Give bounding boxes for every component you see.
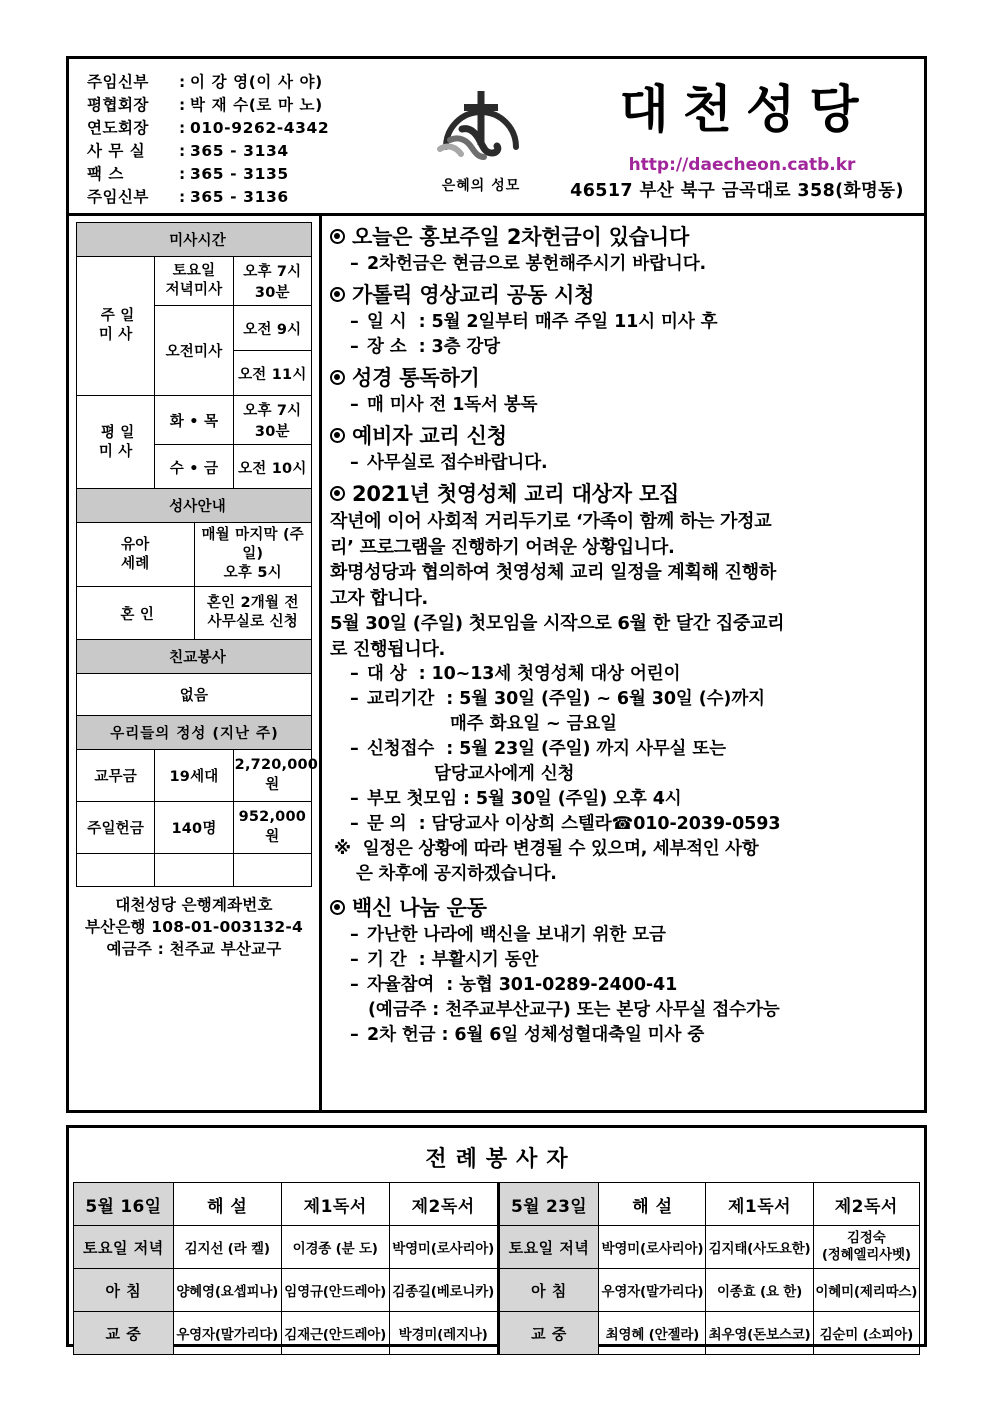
dash-marker: – xyxy=(350,254,359,274)
saturday-evening-time: 오후 7시 30분 xyxy=(233,257,311,306)
server-name: 이경종 (분 도) xyxy=(281,1226,389,1269)
contact-row xyxy=(87,117,407,140)
church-name-title: 대천성당 xyxy=(619,81,873,140)
announcement-title: 예비자 교리 신청 xyxy=(352,424,507,448)
announcement-line-text: 매주 화요일 ~ 금요일 xyxy=(450,714,617,734)
left-col-header-reading2: 제2독서 xyxy=(389,1183,498,1226)
announcement-line-text: 2차헌금은 현금으로 봉헌해주시기 바랍니다. xyxy=(367,254,707,274)
infant-baptism-value: 매월 마지막 (주일) 오후 5시 xyxy=(194,523,312,587)
table-row xyxy=(74,1226,920,1269)
table-row xyxy=(74,1269,920,1312)
announcements-area xyxy=(322,216,924,1110)
announcement-line-text: : 5월 23일 (주일) 까지 사무실 또는 xyxy=(446,739,726,759)
server-name: 박영미(로사리아) xyxy=(599,1226,706,1269)
announcement-line-key: 교리기간 xyxy=(367,689,435,709)
announcement-line-text: : 부활시기 동안 xyxy=(418,950,539,970)
announcement-line-text: 매 미사 전 1독서 봉독 xyxy=(367,395,538,415)
announcement-line xyxy=(330,737,914,762)
sunday-mass-label: 주 일 미 사 xyxy=(77,257,155,396)
announcement-title-row xyxy=(330,479,914,509)
announcement-title-row xyxy=(330,893,914,923)
madonna-of-grace-logo-icon xyxy=(426,77,536,169)
contact-block xyxy=(87,71,407,209)
marriage-label: 혼 인 xyxy=(77,587,195,640)
server-name: 박경미(레지나) xyxy=(389,1312,498,1355)
tue-thu-time: 오후 7시 30분 xyxy=(233,396,311,445)
right-col-header-commentator: 해 설 xyxy=(599,1183,706,1226)
offering-name: 주일헌금 xyxy=(77,802,155,854)
table-row xyxy=(74,1312,920,1355)
server-name: 김순미 (소피아) xyxy=(813,1312,919,1355)
server-name xyxy=(813,1226,919,1269)
contact-row xyxy=(87,163,407,186)
announcement-line-text: : 10~13세 첫영성체 대상 어린이 xyxy=(418,664,681,684)
server-name: 최우영(돈보스코) xyxy=(706,1312,813,1355)
announcement-title: 백신 나눔 운동 xyxy=(352,896,487,920)
announcement-line-text: 사무실로 접수바랍니다. xyxy=(367,453,548,473)
announcement-title: 2021년 첫영성체 교리 대상자 모집 xyxy=(352,482,680,506)
bulletin-header xyxy=(69,59,924,216)
church-address: 46517 부산 북구 금곡대로 358(화명동) xyxy=(570,181,904,201)
announcement-item xyxy=(330,222,914,277)
bank-number: 부산은행 108-01-003132-4 xyxy=(84,918,303,937)
dash-marker: – xyxy=(350,789,359,809)
contact-colon: : xyxy=(179,142,186,160)
mass-schedule-header: 미사시간 xyxy=(77,223,312,257)
tue-thu-label: 화 • 목 xyxy=(155,396,233,445)
announcement-line-text: 2차 헌금 : 6월 6일 성체성혈대축일 미사 중 xyxy=(367,1025,705,1045)
contact-row xyxy=(87,71,407,94)
announcement-line xyxy=(330,451,914,476)
announcement-line xyxy=(330,687,914,712)
dash-marker: – xyxy=(350,814,359,834)
left-row-label: 아 침 xyxy=(74,1269,174,1312)
dash-marker: – xyxy=(350,689,359,709)
contact-label: 주임신부 xyxy=(87,188,149,206)
announcement-line-key: 기 간 xyxy=(367,950,407,970)
announcement-item xyxy=(330,280,914,360)
announcement-line xyxy=(330,812,914,837)
announcement-note xyxy=(330,837,914,862)
contact-label: 평협회장 xyxy=(87,96,149,114)
announcement-line xyxy=(330,310,914,335)
announcement-line-key: 신청접수 xyxy=(367,739,435,759)
mass-schedule-table xyxy=(76,222,312,490)
server-name: 최영혜 (안젤라) xyxy=(599,1312,706,1355)
announcement-line-key: 대 상 xyxy=(367,664,407,684)
announcement-title-row xyxy=(330,421,914,451)
bank-account-block xyxy=(76,887,312,960)
announcement-note-text: 은 차후에 공지하겠습니다. xyxy=(356,864,557,884)
dash-marker: – xyxy=(350,395,359,415)
announcement-paragraph: 로 진행됩니다. xyxy=(330,638,446,660)
left-row-label: 교 중 xyxy=(74,1312,174,1355)
announcement-line xyxy=(330,973,914,998)
announcement-title: 성경 통독하기 xyxy=(352,366,480,390)
fellowship-value: 없음 xyxy=(77,673,312,716)
contact-value: 365 - 3136 xyxy=(190,188,289,206)
announcement-item xyxy=(330,421,914,476)
announcement-line-key: 일 시 xyxy=(367,312,407,332)
asterisk-marker: ※ xyxy=(334,839,351,859)
announcement-line xyxy=(330,787,914,812)
table-header-row xyxy=(74,1183,920,1226)
dash-marker: – xyxy=(350,312,359,332)
contact-value: 박 재 수(로 마 노) xyxy=(190,96,323,114)
server-name: 박영미(로사리아) xyxy=(389,1226,498,1269)
weekday-mass-label: 평 일 미 사 xyxy=(77,396,155,490)
contact-colon: : xyxy=(179,119,186,137)
announcement-paragraph: 화명성당과 협의하여 첫영성체 교리 일정을 계획해 진행하 xyxy=(330,562,776,583)
offering-amount: 952,000원 xyxy=(233,802,311,854)
announcement-title-row xyxy=(330,222,914,252)
announcement-paragraph: 고자 합니다. xyxy=(330,587,428,609)
logo-caption: 은혜의 성모 xyxy=(441,178,521,194)
announcement-line-text: 가난한 나라에 백신을 보내기 위한 모금 xyxy=(367,925,666,945)
announcement-line xyxy=(330,948,914,973)
announcement-line-text: : 농협 301-0289-2400-41 xyxy=(446,975,678,995)
right-date-header: 5월 23일 xyxy=(498,1183,599,1226)
server-name: 우영자(말가리다) xyxy=(173,1312,281,1355)
bank-title: 대천성당 은행계좌번호 xyxy=(115,896,273,915)
offering-name: 교무금 xyxy=(77,750,155,802)
announcement-line-key: 문 의 xyxy=(367,814,407,834)
wed-fri-label: 수 • 금 xyxy=(155,445,233,490)
sacrament-header: 성사안내 xyxy=(77,489,312,523)
morning-mass-time-1: 오전 9시 xyxy=(233,306,311,351)
dash-marker: – xyxy=(350,453,359,473)
announcement-line xyxy=(330,762,914,787)
announcement-line-text: : 5월 30일 (주일) ~ 6월 30일 (수)까지 xyxy=(446,689,765,709)
offering-count: 19세대 xyxy=(155,750,233,802)
sidebar xyxy=(69,216,322,1110)
announcement-item xyxy=(330,479,914,887)
announcement-line xyxy=(330,662,914,687)
server-name: 김종길(베로니카) xyxy=(389,1269,498,1312)
right-col-header-reading1: 제1독서 xyxy=(706,1183,813,1226)
dash-marker: – xyxy=(350,925,359,945)
bullet-ring-icon xyxy=(330,287,345,302)
liturgical-servers-box xyxy=(66,1125,927,1347)
morning-mass-time-2: 오전 11시 xyxy=(233,351,311,396)
offering-table xyxy=(76,715,319,887)
right-row-label: 교 중 xyxy=(498,1312,599,1355)
offering-count: 140명 xyxy=(155,802,233,854)
server-name: 양혜영(요셉피나) xyxy=(173,1269,281,1312)
dash-marker: – xyxy=(350,975,359,995)
bulletin-body xyxy=(69,216,924,1110)
dash-marker: – xyxy=(350,739,359,759)
server-name: 이혜미(제리따스) xyxy=(813,1269,919,1312)
bank-holder: 예금주 : 천주교 부산교구 xyxy=(106,940,282,959)
announcement-line-text: 부모 첫모임 : 5월 30일 (주일) 오후 4시 xyxy=(367,789,682,809)
contact-value: 365 - 3135 xyxy=(190,165,289,183)
contact-label: 팩 스 xyxy=(87,165,124,183)
contact-label: 주임신부 xyxy=(87,73,149,91)
announcement-item xyxy=(330,893,914,1048)
left-row-label: 토요일 저녁 xyxy=(74,1226,174,1269)
announcement-note-text: 일정은 상황에 따라 변경될 수 있으며, 세부적인 사항 xyxy=(362,839,759,859)
wed-fri-time: 오전 10시 xyxy=(233,445,311,490)
announcement-title-row xyxy=(330,280,914,310)
right-col-header-reading2: 제2독서 xyxy=(813,1183,919,1226)
offering-name xyxy=(77,854,155,887)
bullet-ring-icon xyxy=(330,486,345,501)
bullet-ring-icon xyxy=(330,229,345,244)
contact-value: 010-9262-4342 xyxy=(190,119,330,137)
server-name: 이종효 (요 한) xyxy=(706,1269,813,1312)
announcement-line-key: 자율참여 xyxy=(367,975,435,995)
server-name-line1: 김정숙 xyxy=(847,1230,886,1246)
announcement-paragraph: 5월 30일 (주일) 첫모임을 시작으로 6월 한 달간 집중교리 xyxy=(330,613,785,634)
contact-row xyxy=(87,94,407,117)
morning-mass-label: 오전미사 xyxy=(155,306,233,396)
main-bulletin-box xyxy=(66,56,927,1113)
announcement-line xyxy=(330,393,914,418)
right-row-label: 토요일 저녁 xyxy=(498,1226,599,1269)
dash-marker: – xyxy=(350,1025,359,1045)
fellowship-header: 친교봉사 xyxy=(77,639,312,673)
dash-marker: – xyxy=(350,337,359,357)
announcement-paragraph: 작년에 이어 사회적 거리두기로 ‘가족이 함께 하는 가정교 xyxy=(330,511,772,532)
announcement-title-row xyxy=(330,363,914,393)
liturgical-servers-table xyxy=(73,1182,920,1355)
server-name: 김지선 (라 켈) xyxy=(173,1226,281,1269)
contact-label: 연도회장 xyxy=(87,119,149,137)
announcement-note xyxy=(330,862,914,887)
sacrament-table xyxy=(76,488,312,640)
announcement-line-text: : 5월 2일부터 매주 주일 11시 미사 후 xyxy=(418,312,718,332)
announcement-line xyxy=(330,712,914,737)
announcement-line xyxy=(330,1023,914,1048)
left-col-header-reading1: 제1독서 xyxy=(281,1183,389,1226)
bullet-ring-icon xyxy=(330,428,345,443)
announcement-line-text: : 담당교사 이상희 스텔라☎010-2039-0593 xyxy=(418,814,781,834)
announcement-item xyxy=(330,363,914,418)
server-name: 임영규(안드레아) xyxy=(281,1269,389,1312)
marriage-value: 혼인 2개월 전 사무실로 신청 xyxy=(194,587,312,640)
church-logo xyxy=(417,77,545,195)
contact-colon: : xyxy=(179,188,186,206)
announcement-line-key: 장 소 xyxy=(367,337,407,357)
announcement-paragraph: 리’ 프로그램을 진행하기 어려운 상황입니다. xyxy=(330,536,675,558)
right-row-label: 아 침 xyxy=(498,1269,599,1312)
contact-row xyxy=(87,140,407,163)
servers-table-title: 전례봉사자 xyxy=(425,1147,577,1172)
announcement-line xyxy=(330,923,914,948)
contact-value: 365 - 3134 xyxy=(190,142,289,160)
announcement-title: 오늘은 홍보주일 2차헌금이 있습니다 xyxy=(352,225,690,249)
announcement-line xyxy=(330,998,914,1023)
server-name: 우영자(말가리다) xyxy=(599,1269,706,1312)
contact-label: 사 무 실 xyxy=(87,142,146,160)
left-date-header: 5월 16일 xyxy=(74,1183,174,1226)
offering-amount: 2,720,000원 xyxy=(233,750,311,802)
infant-baptism-label: 유아 세례 xyxy=(77,523,195,587)
server-name: 김지태(사도요한) xyxy=(706,1226,813,1269)
offering-amount xyxy=(233,854,311,887)
offering-count xyxy=(155,854,233,887)
contact-value: 이 강 영(이 사 야) xyxy=(190,73,323,91)
announcement-line-text: (예금주 : 천주교부산교구) 또는 본당 사무실 접수가능 xyxy=(368,1000,780,1020)
left-col-header-commentator: 해 설 xyxy=(173,1183,281,1226)
saturday-evening-label: 토요일 저녁미사 xyxy=(155,257,233,306)
announcement-line-text: 담당교사에게 신청 xyxy=(434,764,575,784)
server-name: 김재근(안드레아) xyxy=(281,1312,389,1355)
dash-marker: – xyxy=(350,950,359,970)
contact-row xyxy=(87,186,407,209)
server-name-line2: (정혜엘리사벳) xyxy=(821,1247,911,1263)
bullet-ring-icon xyxy=(330,370,345,385)
offering-header: 우리들의 정성 (지난 주) xyxy=(77,716,312,750)
contact-colon: : xyxy=(179,96,186,114)
announcement-line xyxy=(330,335,914,360)
announcement-title: 가톨릭 영상교리 공동 시청 xyxy=(352,283,595,307)
fellowship-table xyxy=(76,639,312,717)
dash-marker: – xyxy=(350,664,359,684)
church-website-url[interactable]: http://daecheon.catb.kr xyxy=(628,155,856,175)
contact-colon: : xyxy=(179,165,186,183)
announcement-line-text: : 3층 강당 xyxy=(418,337,500,357)
announcement-line xyxy=(330,252,914,277)
contact-colon: : xyxy=(179,73,186,91)
bullet-ring-icon xyxy=(330,900,345,915)
